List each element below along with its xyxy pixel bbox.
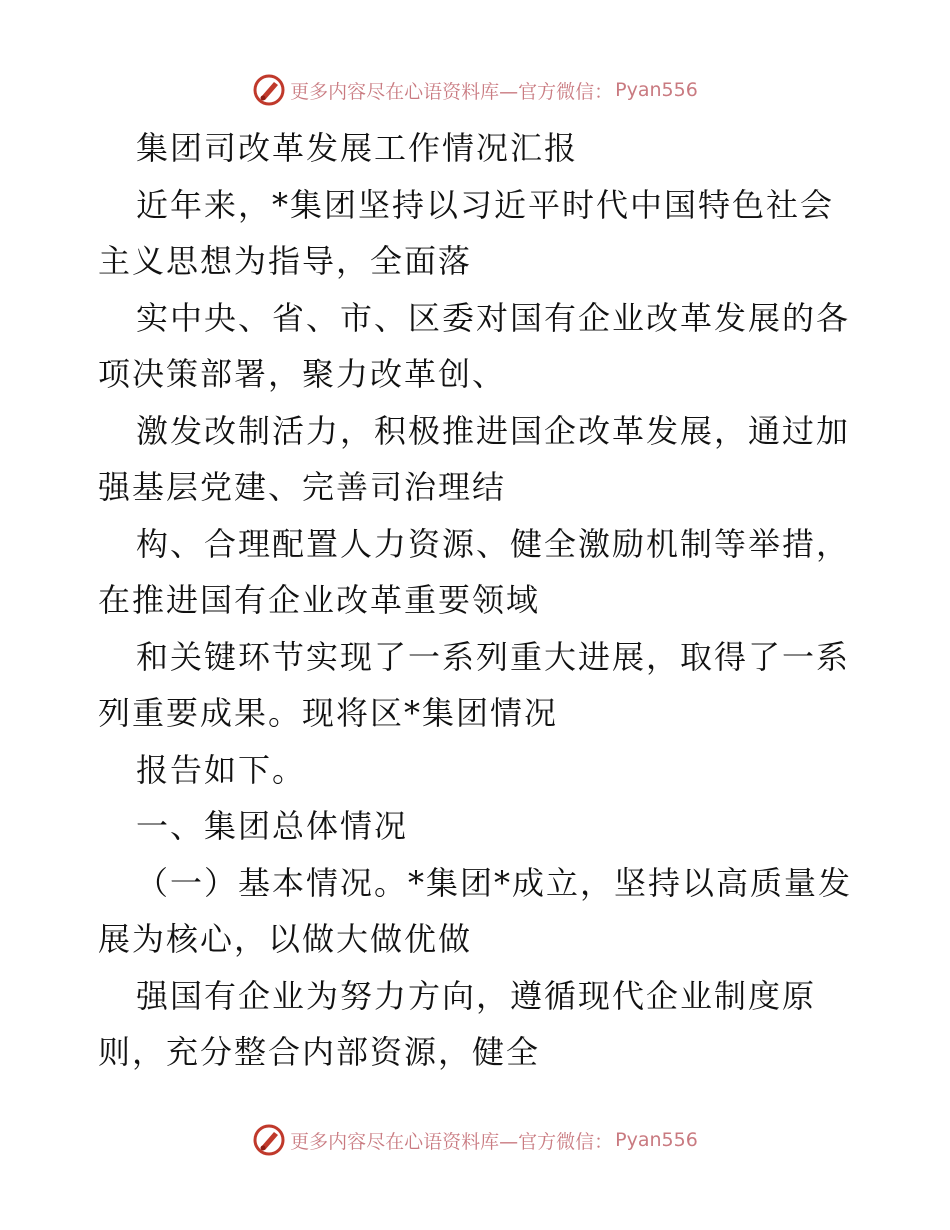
document-body bbox=[98, 120, 868, 1081]
paragraph-line: 在推进国有企业改革重要领域 bbox=[98, 581, 541, 619]
paragraph-line: 展为核心，以做大做优做 bbox=[98, 920, 473, 958]
header-watermark bbox=[0, 70, 950, 110]
pen-seal-icon bbox=[252, 73, 286, 107]
paragraph-line: 则，充分整合内部资源，健全 bbox=[98, 1033, 541, 1071]
paragraph-line: 项决策部署，聚力改革创、 bbox=[98, 355, 507, 393]
watermark-text: 更多内容尽在心语资料库—官方微信： bbox=[290, 1130, 614, 1153]
pen-seal-icon bbox=[252, 1123, 286, 1157]
paragraph-line: 主义思想为指导，全面落 bbox=[98, 242, 473, 280]
paragraph-line: 和关键环节实现了一系列重大进展，取得了一系 bbox=[136, 637, 851, 676]
paragraph-line: 近年来，*集团坚持以习近平时代中国特色社会 bbox=[136, 185, 835, 224]
paragraph-line: 强基层党建、完善司治理结 bbox=[98, 468, 507, 506]
document-title: 集团司改革发展工作情况汇报 bbox=[136, 129, 579, 167]
paragraph-line: 报告如下。 bbox=[136, 750, 307, 789]
footer-watermark bbox=[0, 1120, 950, 1160]
section-heading: 一、集团总体情况 bbox=[136, 807, 409, 845]
watermark-text: 更多内容尽在心语资料库—官方微信： bbox=[290, 80, 614, 103]
paragraph-line: 构、合理配置人力资源、健全激励机制等举措， bbox=[136, 524, 851, 563]
watermark-account: Pyan556 bbox=[615, 1129, 698, 1151]
watermark-account: Pyan556 bbox=[615, 79, 698, 101]
paragraph-line: 列重要成果。现将区*集团情况 bbox=[98, 694, 559, 732]
paragraph-line: 强国有企业为努力方向，遵循现代企业制度原 bbox=[136, 976, 817, 1015]
paragraph-line: 实中央、省、市、区委对国有企业改革发展的各 bbox=[136, 298, 851, 337]
paragraph-line: 激发改制活力，积极推进国企改革发展，通过加 bbox=[136, 411, 851, 450]
paragraph-line: （一）基本情况。*集团*成立，坚持以高质量发 bbox=[136, 863, 853, 902]
